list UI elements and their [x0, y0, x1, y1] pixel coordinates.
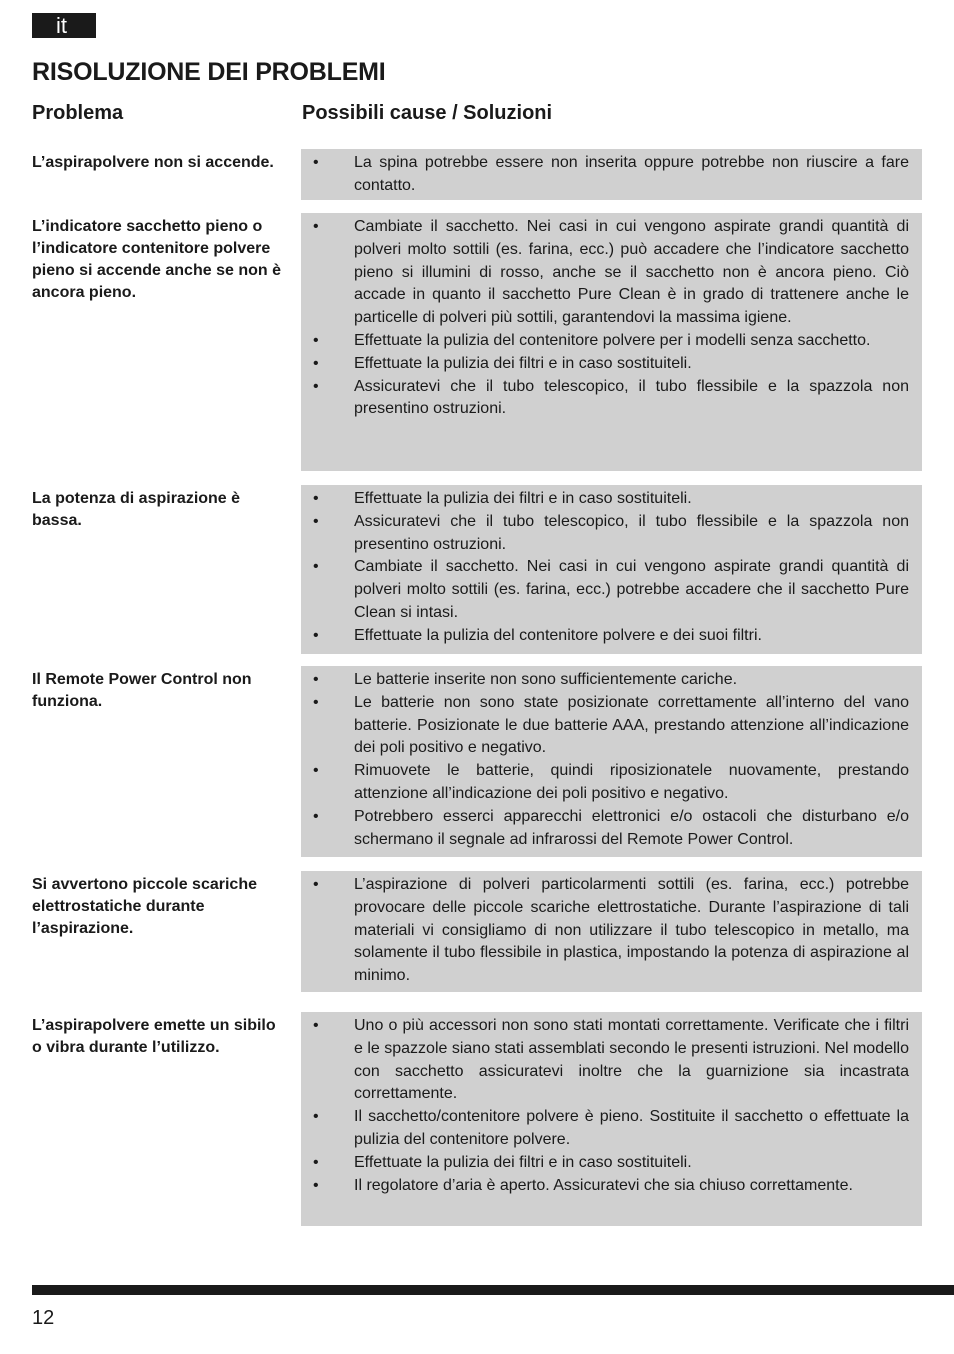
solution-text: Uno o più accessori non sono stati montati correttamente. Verificate che i filtri e le spazzole siano stati assemblati secondo le presenti istruzioni. Nel modello con sacchetto assicuratevi inoltre che la guarnizione sia incastrata correttamente. [354, 1017, 909, 1103]
solutions-list [301, 874, 909, 988]
bullet-icon: • [313, 154, 319, 171]
bullet-icon: • [313, 512, 319, 530]
solution-text: Assicuratevi che il tubo telescopico, il tubo flessibile e la spazzola non presentino ostruzioni. [354, 377, 909, 418]
solution-text: Effettuate la pulizia dei filtri e in caso sostituiteli. [354, 354, 692, 372]
bullet-icon: • [313, 671, 319, 688]
list-item [301, 1106, 909, 1152]
solutions-list [301, 488, 909, 648]
solution-text: Rimuovete le batterie, quindi riposizionatele nuovamente, prestando attenzione all’indicazione dei poli positivo e negativo. [354, 762, 909, 802]
bullet-icon: • [313, 1017, 319, 1034]
solutions-box [301, 666, 922, 857]
solutions-box [301, 1012, 922, 1226]
problem-text: L’indicatore sacchetto pieno o l’indicatore contenitore polvere pieno si accende anche se non è ancora pieno. [32, 218, 281, 301]
bullet-icon: • [313, 558, 319, 576]
bullet-icon: • [313, 1153, 319, 1171]
list-item [301, 556, 909, 624]
solution-text: Cambiate il sacchetto. Nei casi in cui vengono aspirate grandi quantità di polveri molto sottili (es. farina, ecc.) può accadere che l’indicatore sacchetto pieno si illumini di rosso, anche se il sacchetto non è ancora pieno. Ciò accade in quanto il sacchetto Pure Clean è in grado di trattenere anche le particelle di polveri più sottili, garantendovi la massima igiene. [354, 218, 909, 327]
bullet-icon: • [313, 876, 319, 893]
bullet-icon: • [313, 1108, 319, 1126]
solutions-box [301, 871, 922, 992]
bullet-icon: • [313, 693, 319, 711]
solution-text: Effettuate la pulizia del contenitore polvere e dei suoi filtri. [354, 626, 762, 644]
list-item [301, 760, 909, 806]
page-number: 12 [32, 1307, 55, 1329]
solution-text: Potrebbero esserci apparecchi elettronici e/o ostacoli che disturbano e/o schermano il segnale ad infrarossi del Remote Power Control. [354, 807, 909, 848]
bullet-icon: • [313, 1176, 319, 1194]
solutions-list [301, 1015, 909, 1197]
list-item [301, 511, 909, 557]
list-item [301, 1175, 909, 1198]
solution-text: Il regolatore d’aria è aperto. Assicuratevi che sia chiuso correttamente. [354, 1176, 853, 1194]
problem-text: La potenza di aspirazione è bassa. [32, 490, 241, 529]
solution-text: Effettuate la pulizia dei filtri e in caso sostituiteli. [354, 490, 692, 507]
list-item [301, 1015, 909, 1106]
solutions-box [301, 149, 922, 200]
bullet-icon: • [313, 354, 319, 372]
solution-text: L’aspirazione di polveri particolarmenti sottili (es. farina, ecc.) potrebbe provocare delle piccole scariche elettrostatiche. Durante l’aspirazione di tali materiali vi consigliamo di non utilizzare il tubo telescopico in metallo, ma solamente il tubo flessibile in plastica, impostando la potenza di aspirazione al minimo. [354, 876, 909, 985]
bullet-icon: • [313, 377, 319, 395]
list-item [301, 330, 909, 353]
list-item [301, 152, 909, 198]
solution-text: Assicuratevi che il tubo telescopico, il tubo flessibile e la spazzola non presentino ostruzioni. [354, 512, 909, 553]
bullet-icon: • [313, 807, 319, 825]
list-item [301, 1152, 909, 1175]
bullet-icon: • [313, 490, 319, 507]
bullet-icon: • [313, 626, 319, 644]
column-header-solutions: Possibili cause / Soluzioni [302, 102, 553, 124]
solution-text: Cambiate il sacchetto. Nei casi in cui vengono aspirate grandi quantità di polveri molto sottili (es. farina, ecc.) potrebbe accadere che il sacchetto Pure Clean si intasi. [354, 558, 909, 621]
solution-text: Effettuate la pulizia dei filtri e in caso sostituiteli. [354, 1153, 692, 1171]
language-tag: it [32, 13, 96, 38]
solution-text: Le batterie non sono state posizionate correttamente all’interno del vano batterie. Posizionate le due batterie AAA, prestando attenzione all’indicazione dei poli positivo e negativo. [354, 693, 909, 757]
solutions-box [301, 485, 922, 654]
solution-text: Le batterie inserite non sono sufficientemente cariche. [354, 671, 738, 688]
list-item [301, 806, 909, 852]
bullet-icon: • [313, 331, 319, 349]
solution-text: Il sacchetto/contenitore polvere è pieno. Sostituite il sacchetto o effettuate la pulizia del contenitore polvere. [354, 1108, 909, 1148]
solutions-list [301, 669, 909, 851]
problem-text: Il Remote Power Control non funziona. [32, 671, 252, 710]
list-item [301, 376, 909, 422]
problem-text: Si avvertono piccole scariche elettrostatiche durante l’aspirazione. [32, 876, 257, 937]
page-title: RISOLUZIONE DEI PROBLEMI [32, 58, 386, 86]
list-item [301, 669, 909, 692]
list-item [301, 625, 909, 648]
list-item [301, 692, 909, 760]
solution-text: La spina potrebbe essere non inserita oppure potrebbe non riuscire a fare contatto. [354, 154, 909, 194]
solutions-box [301, 213, 922, 471]
solutions-list [301, 216, 909, 421]
solution-text: Effettuate la pulizia del contenitore polvere per i modelli senza sacchetto. [354, 331, 871, 349]
list-item [301, 488, 909, 511]
list-item [301, 216, 909, 330]
bullet-icon: • [313, 218, 319, 235]
footer-rule [32, 1285, 954, 1295]
problem-text: L’aspirapolvere non si accende. [32, 154, 274, 171]
solutions-list [301, 152, 909, 198]
problem-text: L’aspirapolvere emette un sibilo o vibra durante l’utilizzo. [32, 1017, 276, 1056]
bullet-icon: • [313, 762, 319, 780]
column-header-problem: Problema [32, 102, 124, 124]
list-item [301, 353, 909, 376]
list-item [301, 874, 909, 988]
